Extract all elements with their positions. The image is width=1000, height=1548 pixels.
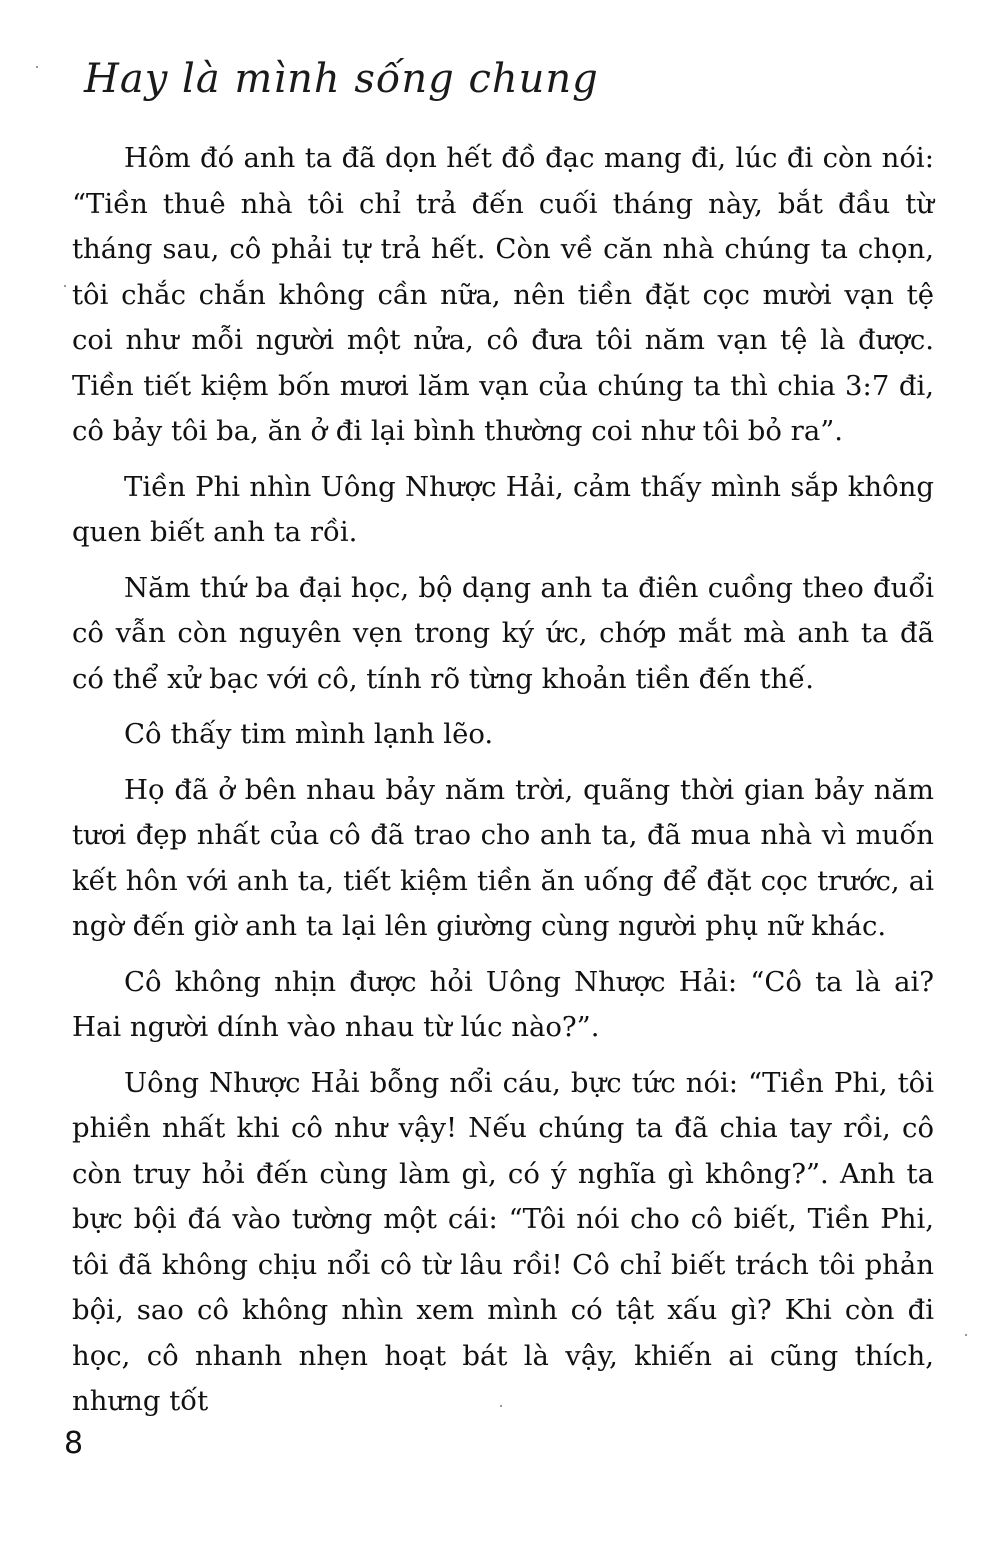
scan-speck [64, 285, 66, 287]
paragraph: Tiền Phi nhìn Uông Nhược Hải, cảm thấy mình sắp không quen biết anh ta rồi. [72, 470, 934, 548]
paragraph: Hôm đó anh ta đã dọn hết đồ đạc mang đi, lúc đi còn nói: “Tiền thuê nhà tôi chỉ trả đến cuối tháng này, bắt đầu từ tháng sau, cô phải tự trả hết. Còn về căn nhà chúng ta chọn, tôi chắc chắn không cần nữa, nên tiền đặt cọc mười vạn tệ coi như mỗi người một nửa, cô đưa tôi năm vạn tệ là được. Tiền tiết kiệm bốn mươi lăm vạn của chúng ta thì chia 3:7 đi, cô bảy tôi ba, ăn ở đi lại bình thường coi như tôi bỏ ra”. [72, 142, 934, 447]
body-text [72, 136, 934, 1435]
paragraph: Họ đã ở bên nhau bảy năm trời, quãng thời gian bảy năm tươi đẹp nhất của cô đã trao cho anh ta, đã mua nhà vì muốn kết hôn với anh ta, tiết kiệm tiền ăn uống để đặt cọc trước, ai ngờ đến giờ anh ta lại lên giường cùng người phụ nữ khác. [72, 773, 934, 942]
paragraph: Uông Nhược Hải bỗng nổi cáu, bực tức nói: “Tiền Phi, tôi phiền nhất khi cô như vậy! Nếu chúng ta đã chia tay rồi, cô còn truy hỏi đến cùng làm gì, có ý nghĩa gì không?”. Anh ta bực bội đá vào tường một cái: “Tôi nói cho cô biết, Tiền Phi, tôi đã không chịu nổi cô từ lâu rồi! Cô chỉ biết trách tôi phản bội, sao cô không nhìn xem mình có tật xấu gì? Khi còn đi học, cô nhanh nhẹn hoạt bát là vậy, khiến ai cũng thích, nhưng tốt [72, 1066, 934, 1417]
scan-speck [965, 1334, 967, 1336]
paragraph: Năm thứ ba đại học, bộ dạng anh ta điên cuồng theo đuổi cô vẫn còn nguyên vẹn trong ký ức, chớp mắt mà anh ta đã có thể xử bạc với cô, tính rõ từng khoản tiền đến thế. [72, 571, 934, 695]
scan-speck [500, 1405, 502, 1407]
paragraph: Cô thấy tim mình lạnh lẽo. [124, 718, 494, 750]
page-number: 8 [64, 1426, 84, 1461]
running-header-title: Hay là mình sống chung [84, 56, 599, 102]
scan-speck [36, 66, 38, 68]
paragraph: Cô không nhịn được hỏi Uông Nhược Hải: “Cô ta là ai? Hai người dính vào nhau từ lúc nào?”. [72, 965, 934, 1043]
